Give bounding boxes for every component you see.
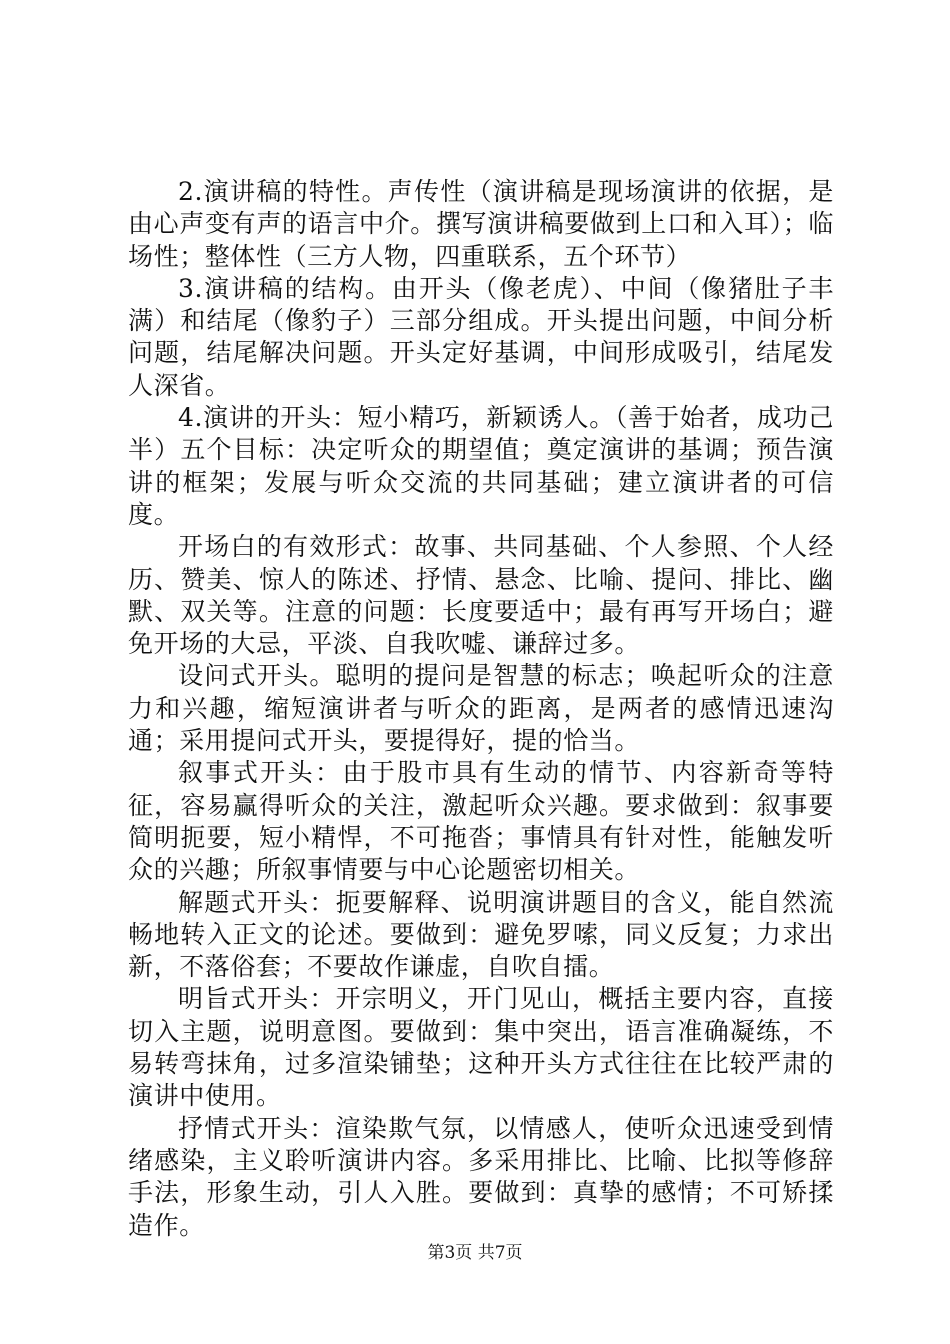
paragraph-narrative-opening: 叙事式开头：由于股市具有生动的情节、内容新奇等特征，容易赢得听众的关注，激起听众兴趣。要求做到：叙事要简明扼要，短小精悍，不可拖沓；事情具有针对性，能触发听众的兴趣；所叙事情要与中心论题密切相关。 [128,758,834,885]
paragraph-theme-opening: 明旨式开头：开宗明义，开门见山，概括主要内容，直接切入主题，说明意图。要做到：集中突出，语言准确凝练，不易转弯抹角，过多渲染铺垫；这种开头方式往往在比较严肃的演讲中使用。 [128,984,834,1111]
paragraph-opening-forms: 开场白的有效形式：故事、共同基础、个人参照、个人经历、赞美、惊人的陈述、抒情、悬念、比喻、提问、排比、幽默、双关等。注意的问题：长度要适中；最有再写开场白；避免开场的大忌，平淡、自我吹嘘、谦辞过多。 [128,532,834,659]
paragraph-lyrical-opening: 抒情式开头：渲染欺气氛，以情感人，使听众迅速受到情绪感染，主义聆听演讲内容。多采用排比、比喻、比拟等修辞手法，形象生动，引人入胜。要做到：真挚的感情；不可矫揉造作。 [128,1113,834,1240]
paragraph-opening: 4.演讲的开头：短小精巧，新颖诱人。（善于始者，成功己半）五个目标：决定听众的期望值；奠定演讲的基调；预告演讲的框架；发展与听众交流的共同基础；建立演讲者的可信度。 [128,403,834,529]
page-footer: 第3页 共7页 [427,1243,523,1263]
paragraph-title-opening: 解题式开头：扼要解释、说明演讲题目的含义，能自然流畅地转入正文的论述。要做到：避免罗嗦，同义反复；力求出新，不落俗套；不要故作谦虚，自吹自擂。 [128,887,834,982]
paragraph-structure: 3.演讲稿的结构。由开头（像老虎）、中间（像猪肚子丰满）和结尾（像豹子）三部分组成。开头提出问题，中间分析问题，结尾解决问题。开头定好基调，中间形成吸引，结尾发人深省。 [128,273,834,400]
document-body [128,176,834,1242]
paragraph-characteristics: 2.演讲稿的特性。声传性（演讲稿是现场演讲的依据，是由心声变有声的语言中介。撰写演讲稿要做到上口和入耳）；临场性；整体性（三方人物，四重联系，五个环节） [128,177,834,271]
paragraph-question-opening: 设问式开头。聪明的提问是智慧的标志；唤起听众的注意力和兴趣，缩短演讲者与听众的距离，是两者的感情迅速沟通；采用提问式开头，要提得好，提的恰当。 [128,661,834,756]
